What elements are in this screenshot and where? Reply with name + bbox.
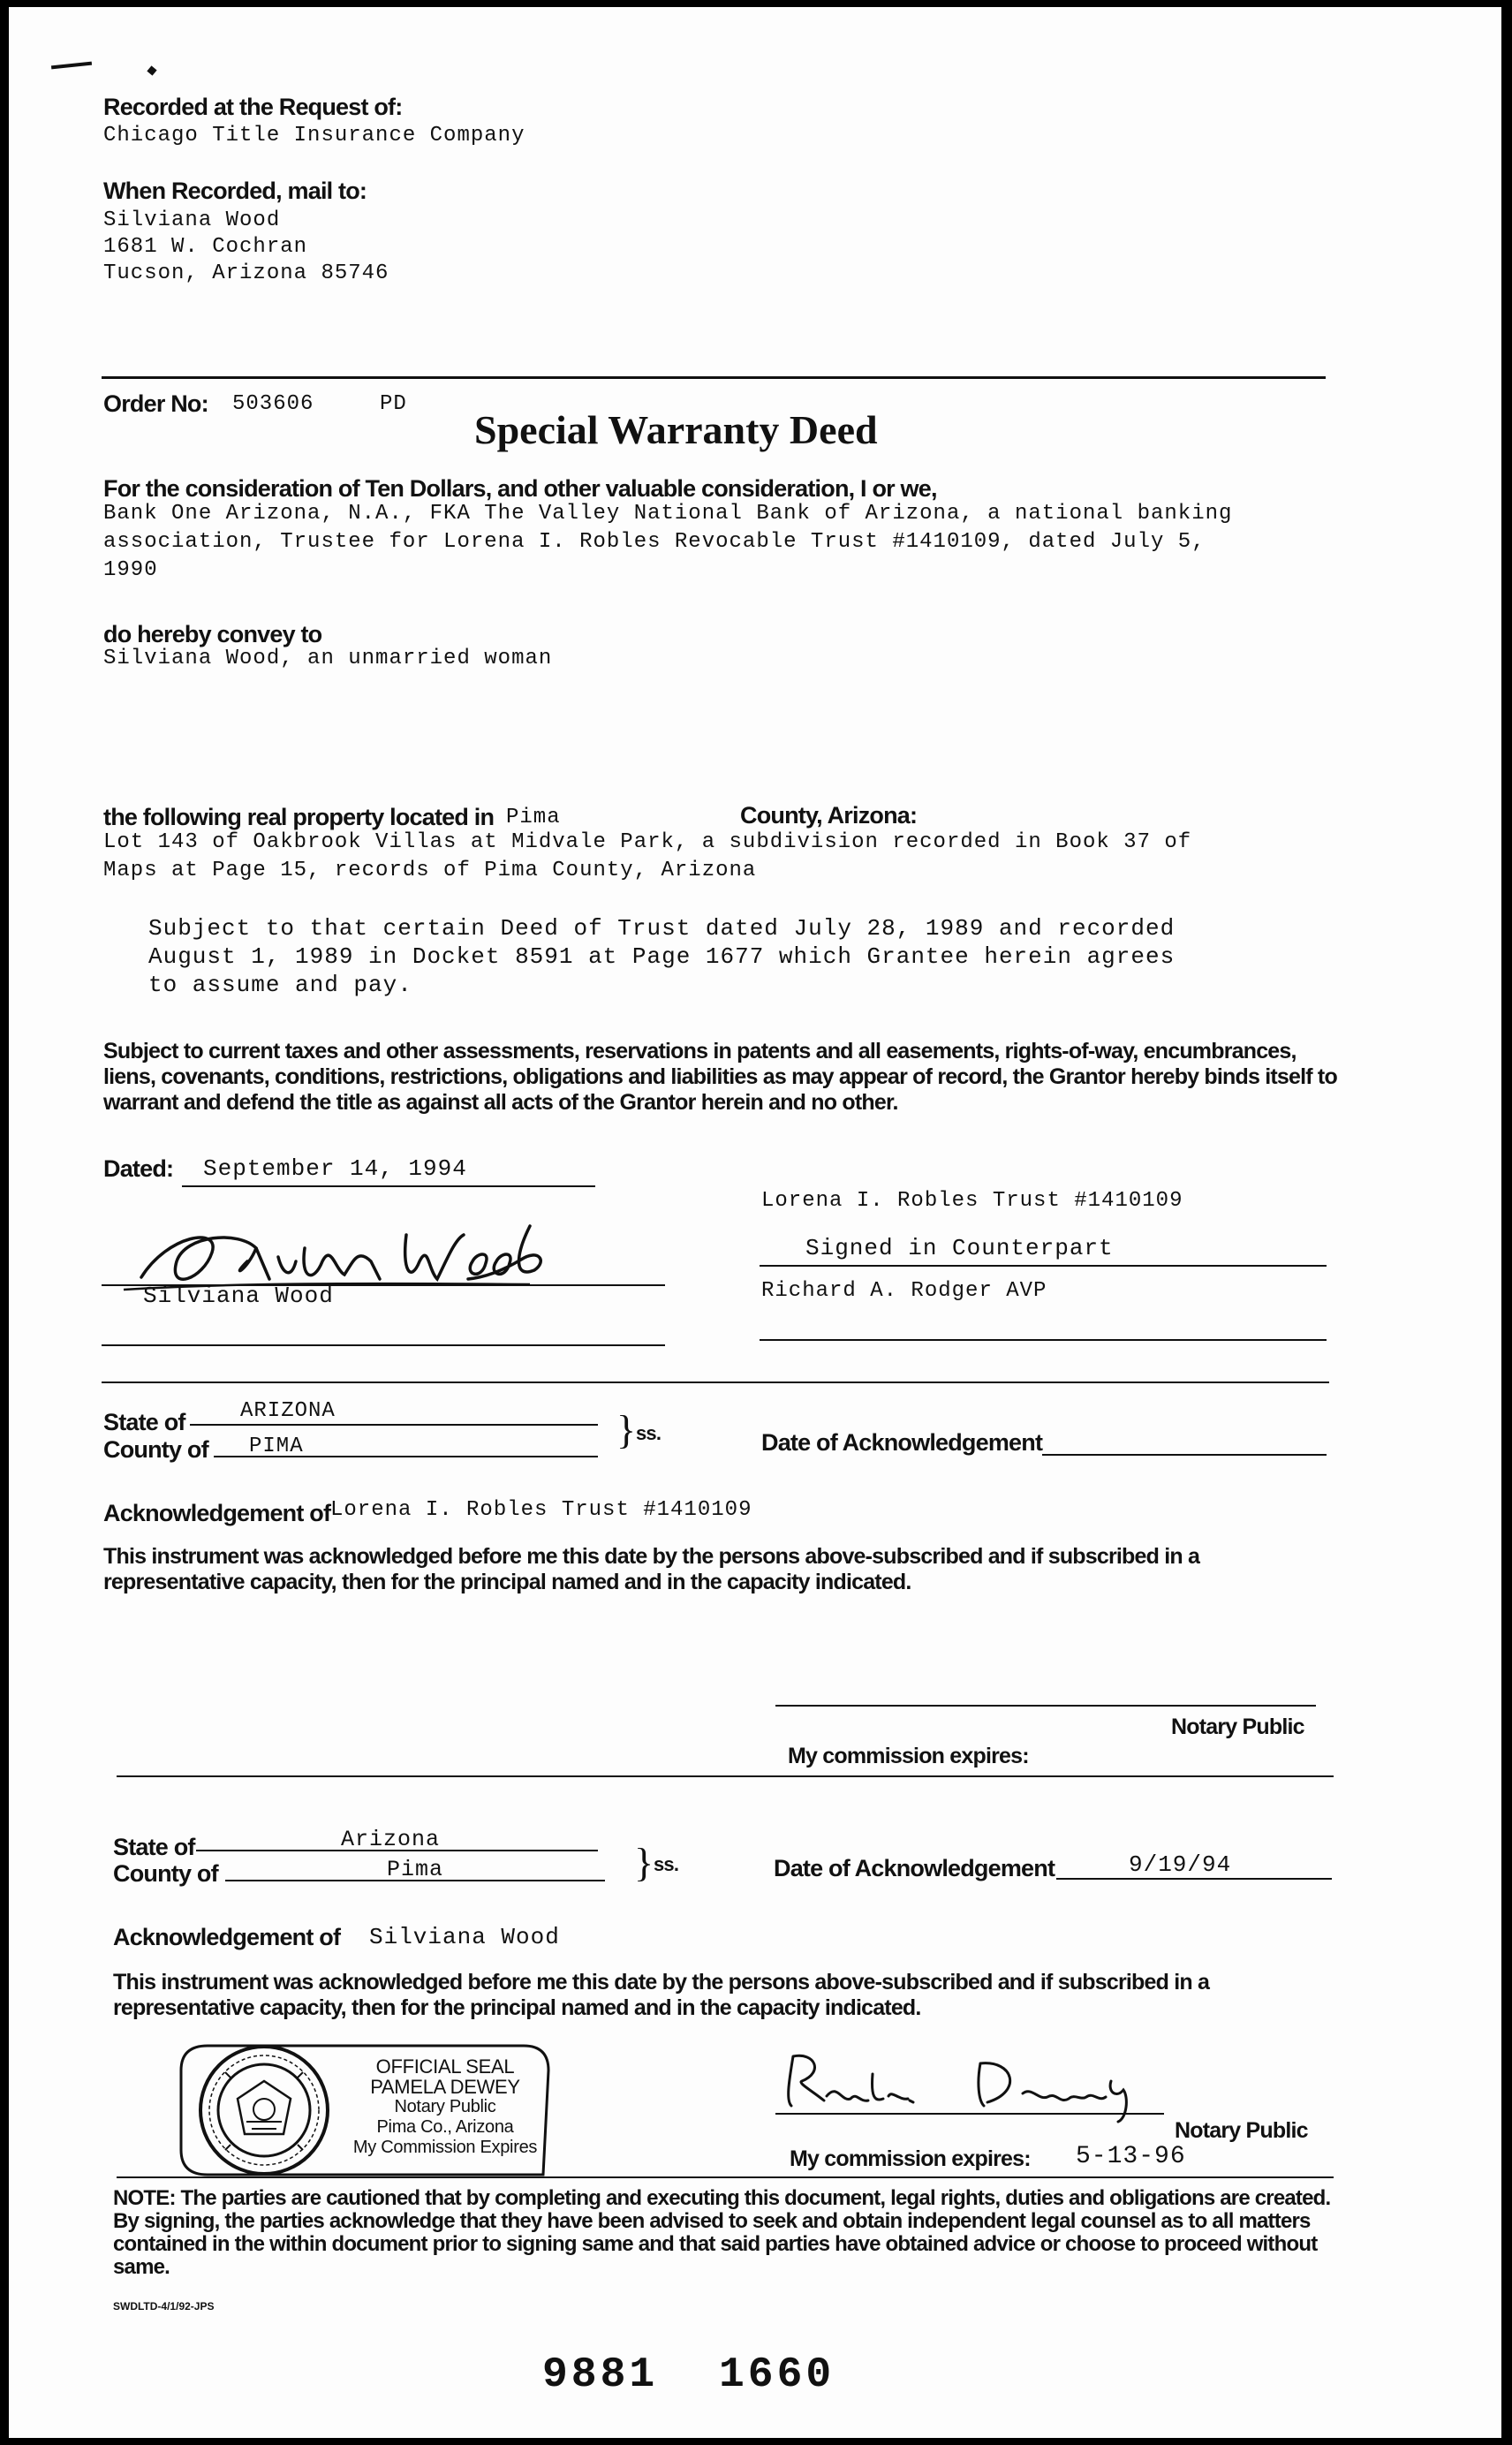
ack1-text: This instrument was acknowledged before me this date by the persons above-subscribed and if subscribed in a representative capacity, then for the principal named and in the capacity indicated. [103,1544,1200,1594]
full-rule-1 [102,1381,1329,1383]
ack1-ack-label: Acknowledgement of [103,1500,331,1526]
ack2-state-label: State of [113,1834,195,1860]
recorded-by: Chicago Title Insurance Company [103,124,525,148]
right-signature-rule [760,1265,1327,1267]
trust-line-3: to assume and pay. [148,972,412,998]
ack2-ack-of: Silviana Wood [369,1924,560,1950]
trust-line-1: Subject to that certain Deed of Trust dated July 28, 1989 and recorded [148,915,1176,942]
order-label: Order No: [103,390,208,417]
docket-number: 9881 [542,2351,659,2399]
right-signer: Richard A. Rodger AVP [761,1279,1047,1303]
ack1-county: PIMA [249,1434,304,1458]
property-county: Pima [506,806,561,829]
ack1-ss: ss. [636,1422,662,1444]
subject-paragraph: Subject to current taxes and other assessments, reservations in patents and all easements, rights-of-way, encumbrances, liens, covenants, conditions, restrictions, obligations and liabilities as may appear of record, the Grantor hereby binds itself to warrant and defend the title as against all acts of the Grantor herein and no other. [103,1039,1337,1115]
header-rule [102,376,1326,379]
ack1-date-rule [1042,1454,1327,1456]
grantor-line-3: 1990 [103,558,158,582]
ack1-state: ARIZONA [240,1399,336,1423]
ack2-state: Arizona [341,1827,441,1852]
seal-line-2: PAMELA DEWEY [370,2076,520,2098]
right-extra-rule-1 [760,1339,1327,1341]
order-number: 503606 [232,392,314,416]
caution-note: NOTE: The parties are cautioned that by completing and executing this document, legal rights, duties and obligations are created. By signing, the parties acknowledge that they have been advised to seek and obtain independent legal counsel as to all matters contained in the within document prior to signing same and that said parties have obtained advice or choose to proceed without same. [113,2186,1331,2279]
ack1-notary-label: Notary Public [1171,1715,1304,1739]
ack2-text: This instrument was acknowledged before me this date by the persons above-subscribed and if subscribed in a representative capacity, then for the principal named and in the capacity indicated. [113,1970,1210,2020]
ack2-county-rule [225,1880,605,1881]
dated-label: Dated: [103,1155,174,1182]
seal-line-4: Pima Co., Arizona [376,2117,514,2137]
ack1-county-rule [214,1456,598,1457]
ack1-state-rule [190,1424,598,1426]
ack2-commission-date: 5-13-96 [1076,2143,1186,2170]
stray-mark [51,62,92,70]
ack2-state-rule [196,1850,598,1851]
right-trust-name: Lorena I. Robles Trust #1410109 [761,1189,1183,1213]
seal-text [343,2056,548,2158]
ack1-state-label: State of [103,1409,185,1435]
seal-line-3: Notary Public [394,2097,496,2116]
deed-document [9,7,1501,2438]
legal-line-2: Maps at Page 15, records of Pima County, Arizona [103,859,757,882]
seal-line-5: My Commission Expires [352,2138,538,2157]
form-code: SWDLTD-4/1/92-JPS [113,2300,215,2313]
page-number: 1660 [719,2351,835,2399]
legal-line-1: Lot 143 of Oakbrook Villas at Midvale Park, a subdivision recorded in Book 37 of [103,830,1192,854]
ack1-commission-label: My commission expires: [788,1744,1029,1768]
full-rule-2 [117,1775,1334,1777]
property-state-label: County, Arizona: [740,802,918,829]
grantor-line-2: association, Trustee for Lorena I. Robles Revocable Trust #1410109, dated July 5, [103,530,1206,554]
consideration-label: For the consideration of Ten Dollars, and other valuable consideration, I or we, [103,475,937,502]
grantor-line-1: Bank One Arizona, N.A., FKA The Valley National Bank of Arizona, a national banking [103,502,1233,526]
left-extra-rule [102,1344,665,1346]
ack1-date-label: Date of Acknowledgement [761,1429,1043,1456]
ack2-ack-label: Acknowledgement of [113,1924,341,1950]
property-label: the following real property located in [103,804,495,830]
left-signer-name: Silviana Wood [143,1283,334,1309]
full-rule-3 [117,2176,1334,2178]
ack1-brace: } [616,1407,637,1452]
order-code: PD [380,392,407,416]
convey-label: do hereby convey to [103,621,322,647]
ack1-notary-rule [775,1705,1316,1707]
stray-mark [147,65,156,75]
ack2-county-label: County of [113,1860,218,1887]
right-counterpart-note: Signed in Counterpart [805,1235,1114,1261]
ack2-date-label: Date of Acknowledgement [774,1855,1055,1881]
ack2-commission-label: My commission expires: [790,2146,1031,2171]
ack2-notary-label: Notary Public [1175,2118,1308,2143]
dated-value: September 14, 1994 [203,1155,467,1182]
ack2-ss: ss. [654,1853,679,1875]
trust-line-2: August 1, 1989 in Docket 8591 at Page 1677 which Grantee herein agrees [148,943,1176,970]
dated-rule [182,1185,595,1187]
ack1-county-label: County of [103,1436,208,1463]
ack2-brace: } [634,1840,654,1885]
mail-name: Silviana Wood [103,208,281,232]
ack2-notary-rule [775,2113,1164,2115]
mail-address: 1681 W. Cochran [103,235,308,259]
grantee: Silviana Wood, an unmarried woman [103,647,553,670]
seal-line-1: OFFICIAL SEAL [375,2055,515,2078]
ack2-date-rule [1056,1878,1332,1880]
document-title: Special Warranty Deed [474,407,878,452]
mail-label: When Recorded, mail to: [103,178,367,204]
ack2-date: 9/19/94 [1129,1851,1232,1878]
recorded-label: Recorded at the Request of: [103,94,403,120]
mail-city: Tucson, Arizona 85746 [103,261,389,285]
ack1-ack-of: Lorena I. Robles Trust #1410109 [330,1498,752,1522]
pamela-dewey-signature [775,2048,1191,2127]
ack2-county: Pima [387,1857,444,1882]
